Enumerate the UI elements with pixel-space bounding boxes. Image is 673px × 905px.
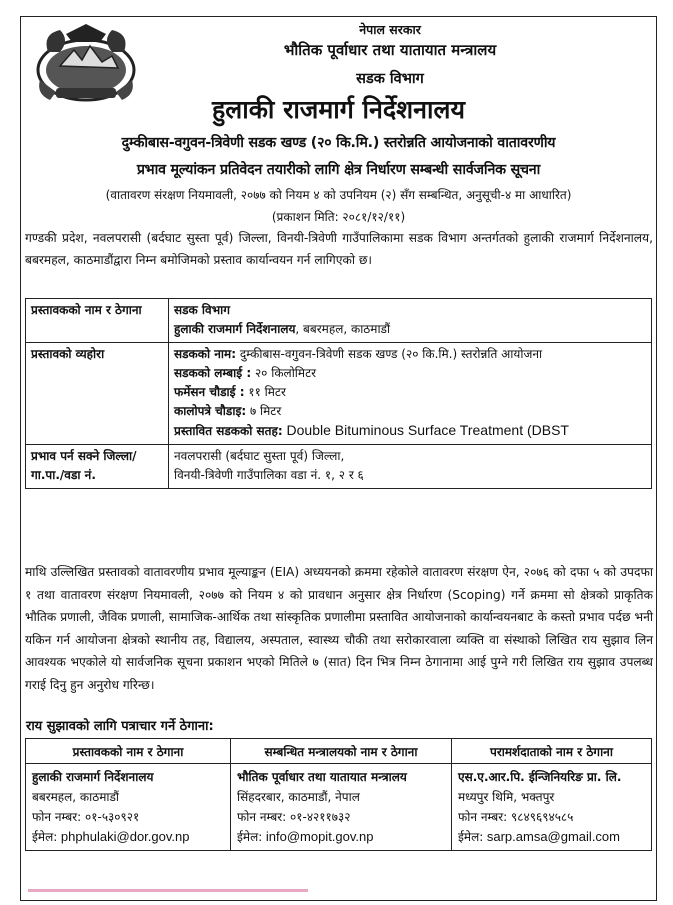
col1-email-line [32, 827, 224, 847]
office-name: हुलाकी राजमार्ग निर्देशनालय [212, 95, 465, 124]
col2-email-label: ईमेल: [237, 830, 263, 844]
col2-email-link[interactable]: info@mopit.gov.np [262, 829, 374, 844]
col1-address: बबरमहल, काठमाडौं [32, 790, 120, 804]
table-header-row [26, 739, 652, 764]
intro-paragraph: गण्डकी प्रदेश, नवलपरासी (बर्दघाट सुस्ता पूर्व) जिल्ला, विनयी-त्रिवेणी गाउँपालिकामा सडक विभाग अन्तर्गतको हुलाकी राजमार्ग निर्देशनालय, बबरमहल, काठमाडौंद्वारा निम्न बमोजिमको प्रस्ताव कार्यान्वयन गर्न लागिएको छ। [25, 231, 653, 267]
col3-email-link[interactable]: sarp.amsa@gmail.com [483, 829, 620, 844]
col1-header: प्रस्तावकको नाम र ठेगाना [26, 739, 231, 764]
road-name-label: सडकको नाम: [174, 347, 236, 361]
contact-table [25, 738, 652, 851]
col2-name: भौतिक पूर्वाधार तथा यातायात मन्त्रालय [237, 770, 407, 784]
proposal-details [169, 343, 652, 445]
proponent-office: हुलाकी राजमार्ग निर्देशनालय [174, 322, 296, 336]
table-row [26, 343, 652, 445]
proposal-info-table [25, 298, 652, 489]
col2-header: सम्बन्धित मन्त्रालयको नाम र ठेगाना [231, 739, 452, 764]
road-length-label: सडकको लम्बाई : [174, 366, 252, 380]
table-row [26, 299, 652, 343]
col3-email-label: ईमेल: [458, 830, 484, 844]
road-name-value: दुम्कीबास-वगुवन-त्रिवेणी सडक खण्ड (२० कि.मि.) स्तरोन्नति आयोजना [236, 347, 543, 361]
col2-email-line [237, 827, 445, 847]
proponent-contact [26, 764, 231, 851]
ministry-contact [231, 764, 452, 851]
formation-width-line [174, 383, 646, 402]
publish-date: (प्रकाशन मिति: २०८१/१२/११) [271, 210, 406, 224]
col3-address: मध्यपुर थिमि, भक्तपुर [458, 790, 555, 804]
col3-header: परामर्शदाताको नाम र ठेगाना [452, 739, 652, 764]
col1-email-link[interactable]: phphulaki@dor.gov.np [57, 829, 190, 844]
proponent-office-line [174, 320, 646, 339]
formation-width-value: ११ मिटर [244, 385, 286, 399]
affected-area-label: प्रभाव पर्न सक्ने जिल्ला/गा.पा./वडा नं. [26, 445, 169, 489]
surface-label: प्रस्तावित सडकको सतह: [174, 424, 283, 438]
ministry-name: भौतिक पूर्वाधार तथा यातायात मन्त्रालय [283, 41, 497, 59]
affected-area-value [169, 445, 652, 489]
col3-phone: फोन नम्बर: ९८४९६९४५८५ [458, 810, 574, 824]
contact-section-label: राय सुझावको लागि पत्राचार गर्ने ठेगाना: [26, 719, 214, 734]
table-row [26, 764, 652, 851]
formation-width-label: फर्मेसन चौडाई : [174, 385, 245, 399]
road-length-value: २० किलोमिटर [251, 366, 317, 380]
blacktop-width-value: ७ मिटर [246, 404, 282, 418]
consultant-contact [452, 764, 652, 851]
body-paragraph: माथि उल्लिखित प्रस्तावको वातावरणीय प्रभाव मूल्याङ्कन (EIA) अध्ययनको क्रममा रहेकोले वातावरण संरक्षण ऐन, २०७६ को दफा ५ को उपदफा १ तथा वातावरण संरक्षण नियमावली, २०७७ को नियम ४ को प्रावधान अनुसार क्षेत्र निर्धारण (Scoping) गर्ने क्रममा सो क्षेत्रको प्राकृतिक भौतिक प्रणाली, जैविक प्रणाली, सामाजिक-आर्थिक तथा सांस्कृतिक प्रणालीमा प्रस्तावित आयोजनाको कार्यान्वयनबाट के कस्तो प्रभाव पर्दछ भनी यकिन गर्न आयोजना क्षेत्रको स्थानीय तह, विद्यालय, अस्पताल, स्वास्थ्य चौकी तथा सरोकारवाला व्यक्ति वा संस्थाको लिखित राय सुझाव लिन आवश्यक भएकोले यो सार्वजनिक सूचना प्रकाशन भएको मितिले ७ (सात) दिन भित्र निम्न ठेगानामा आई पुग्ने गरी लिखित राय सुझाव उपलब्ध गराई दिनु हुन अनुरोध गरिन्छ। [25, 565, 654, 692]
affected-wards: विनयी-त्रिवेणी गाउँपालिका वडा नं. १, २ र ६ [174, 468, 364, 482]
blacktop-width-line [174, 402, 646, 421]
col1-name: हुलाकी राजमार्ग निर्देशनालय [32, 770, 154, 784]
table-row [26, 445, 652, 489]
government-name: नेपाल सरकार [359, 22, 421, 37]
blacktop-width-label: कालोपत्रे चौडाइ: [174, 404, 247, 418]
proponent-value [169, 299, 652, 343]
col2-phone: फोन नम्बर: ०१-४२११७३२ [237, 810, 351, 824]
proposal-label: प्रस्तावको व्यहोरा [26, 343, 169, 445]
notice-title-line-2: प्रभाव मूल्यांकन प्रतिवेदन तयारीको लागि क्षेत्र निर्धारण सम्बन्धी सार्वजनिक सूचना [136, 162, 541, 178]
proponent-dept: सडक विभाग [174, 303, 231, 317]
col3-email-line [458, 827, 645, 847]
department-name: सडक विभाग [356, 71, 424, 87]
col1-email-label: ईमेल: [32, 830, 58, 844]
surface-value: Double Bituminous Surface Treatment (DBST [282, 422, 569, 438]
col2-address: सिंहदरबार, काठमाडौं, नेपाल [237, 790, 360, 804]
affected-district: नवलपरासी (बर्दघाट सुस्ता पूर्व) जिल्ला, [174, 449, 345, 463]
notice-title-line-1: दुम्कीबास-वगुवन-त्रिवेणी सडक खण्ड (२० कि.मि.) स्तरोन्नति आयोजनाको वातावरणीय [121, 135, 556, 151]
proponent-label: प्रस्तावकको नाम र ठेगाना [26, 299, 169, 343]
surface-line [174, 421, 646, 441]
road-length-line [174, 364, 646, 383]
proponent-address: , बबरमहल, काठमाडौं [295, 322, 391, 336]
col1-phone: फोन नम्बर: ०१-५३०९२१ [32, 810, 140, 824]
accent-line [28, 889, 308, 892]
notice-subtitle: (वातावरण संरक्षण नियमावली, २०७७ को नियम ४ को उपनियम (२) सँग सम्बन्धित, अनुसूची-४ मा आधारित) [105, 188, 572, 202]
col3-name: एस.ए.आर.पि. ईन्जिनियरिङ प्रा. लि. [458, 770, 622, 784]
road-name-line [174, 345, 646, 364]
